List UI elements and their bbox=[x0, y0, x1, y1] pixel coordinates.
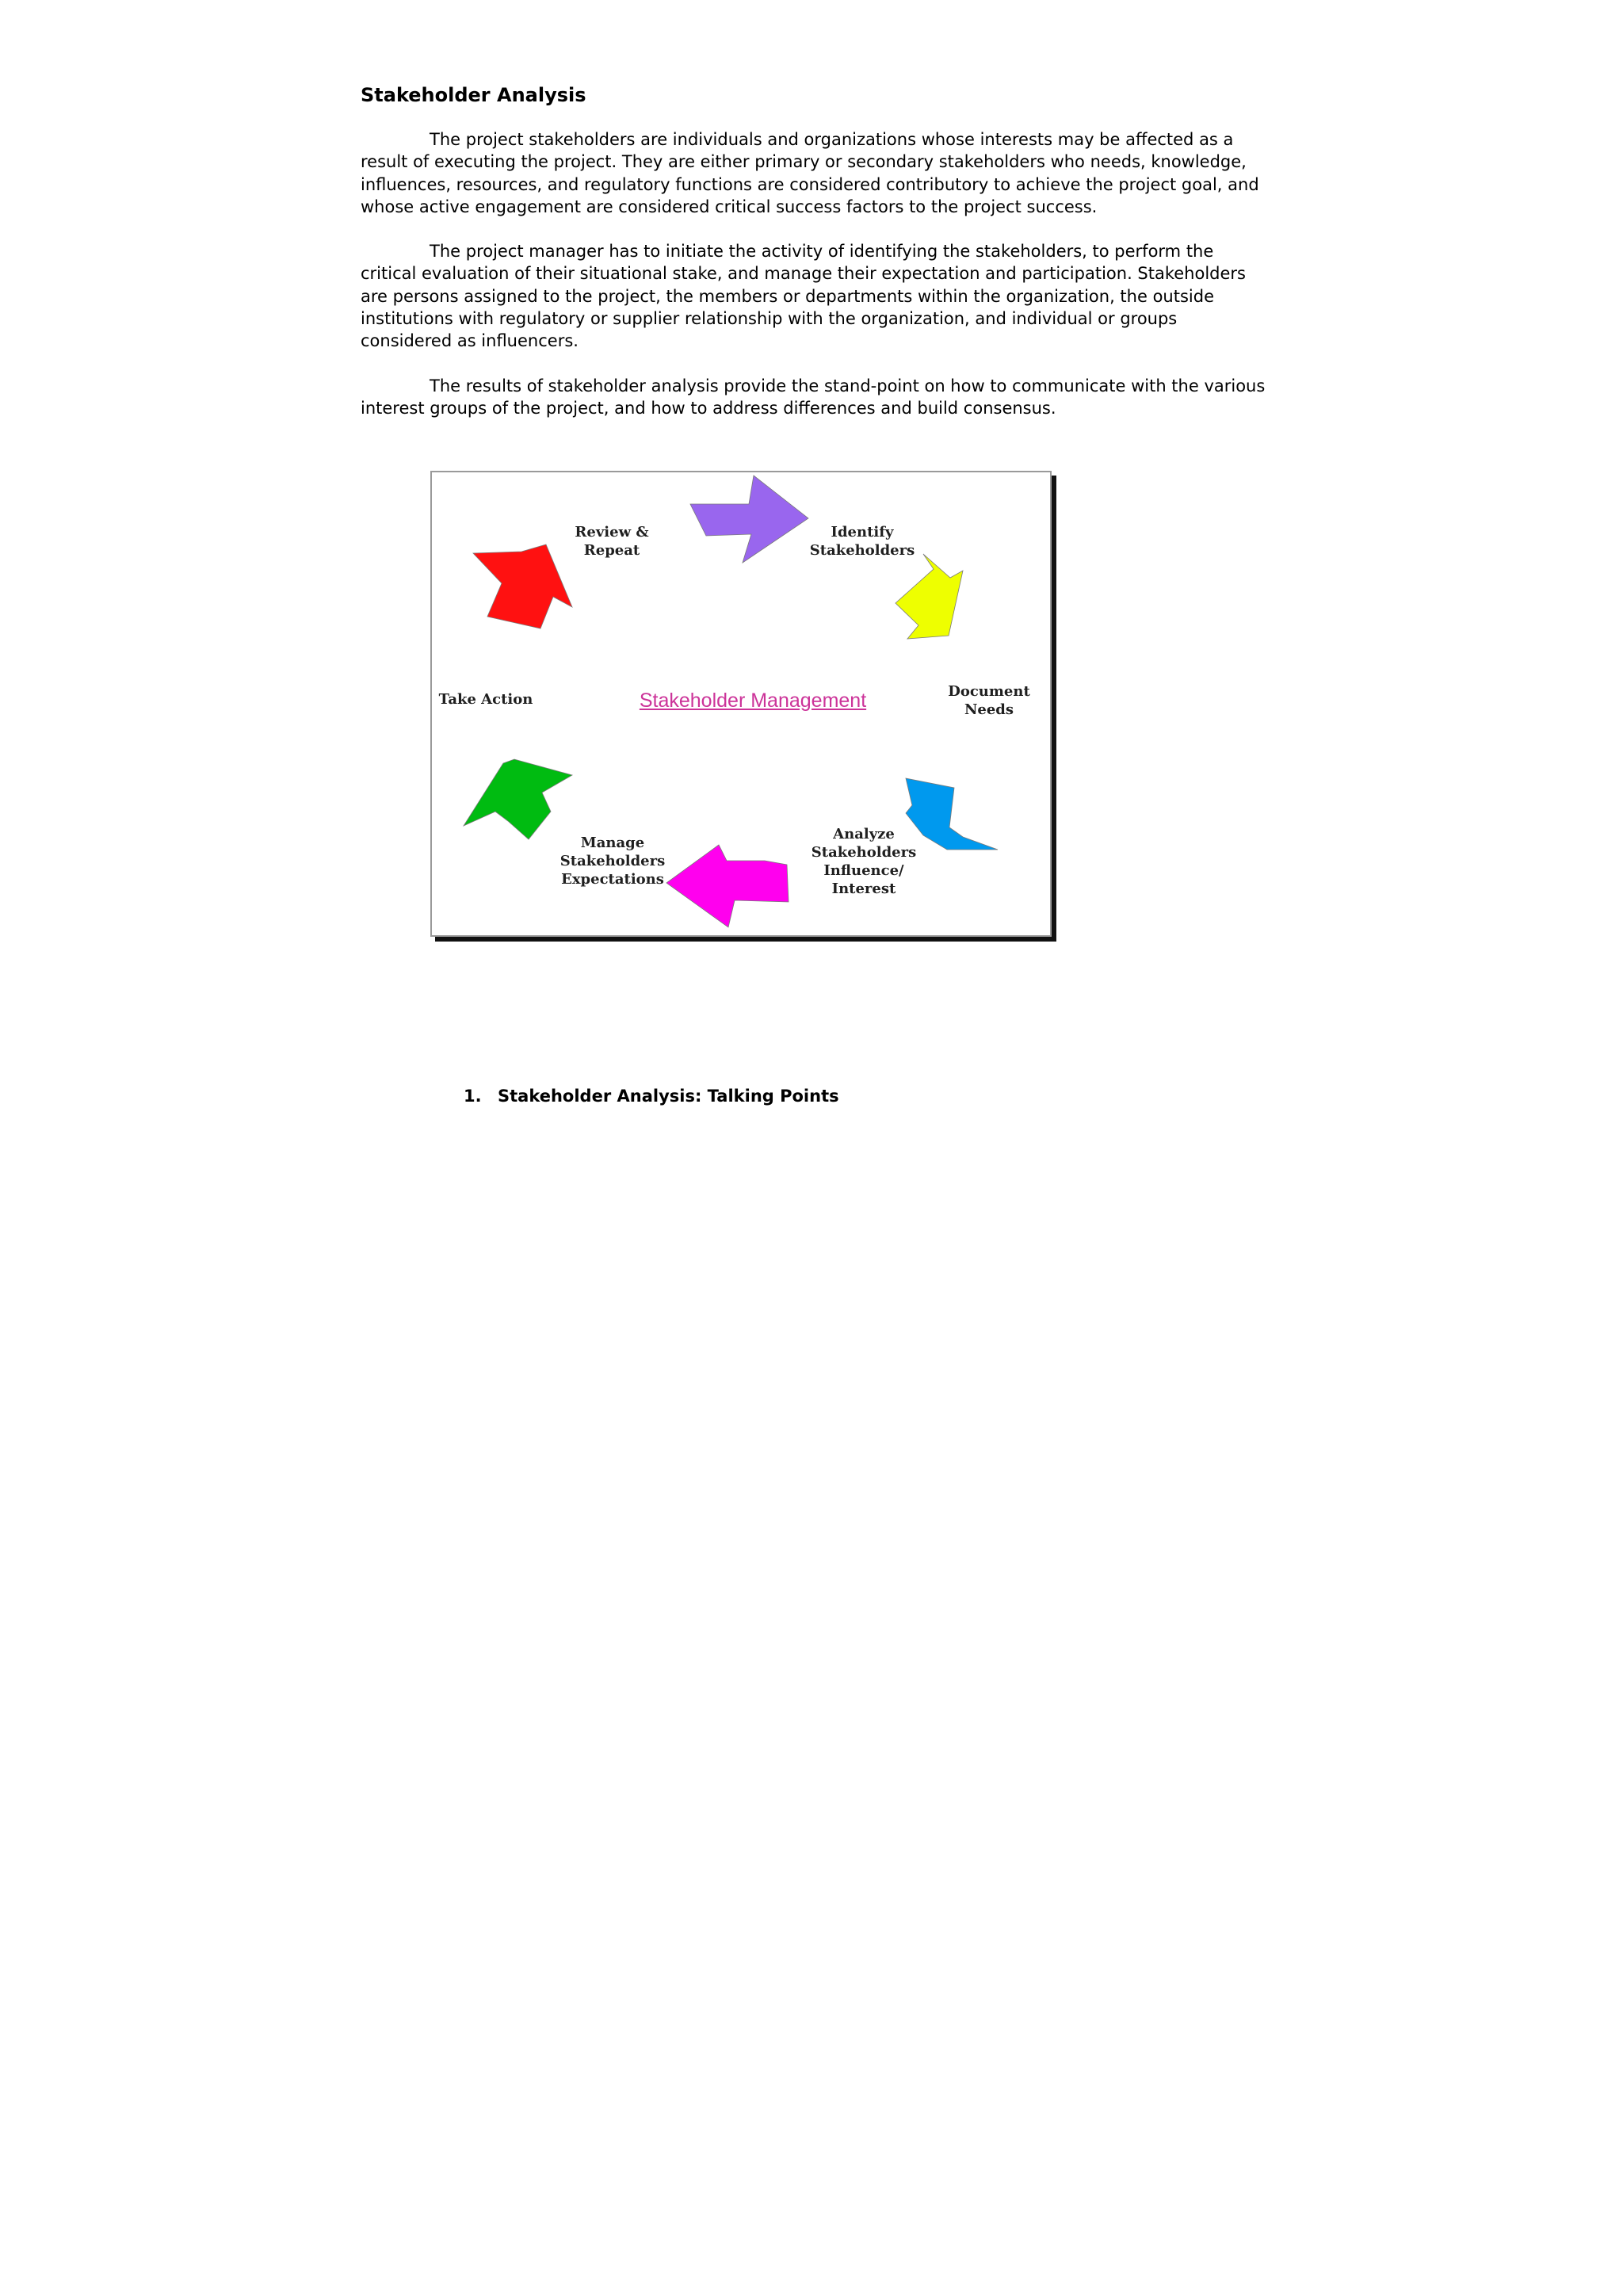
yellow-arrow bbox=[896, 554, 963, 639]
blue-arrow bbox=[906, 778, 998, 850]
step-review-repeat: Review & Repeat bbox=[575, 524, 649, 559]
red-arrow bbox=[473, 544, 572, 628]
page-title: Stakeholder Analysis bbox=[361, 84, 586, 106]
list-item bbox=[464, 1084, 839, 1108]
list-item-number: 1. bbox=[464, 1087, 482, 1106]
stakeholder-management-diagram bbox=[430, 471, 1052, 937]
document-page bbox=[361, 79, 1272, 1106]
diagram-center-title: Stakeholder Management bbox=[639, 690, 867, 712]
list-item-text: Stakeholder Analysis: Talking Points bbox=[498, 1087, 839, 1106]
paragraph-2: The project manager has to initiate the activity of identifying the stakeholders, to perform the critical evaluation of their situational stake, and manage their expectation and participation. Stakeholders are persons assigned to the project, the members or departments within the organization, the outside institutions with regulatory or supplier relationship with the organization, and individual or groups considered as influencers. bbox=[361, 242, 1246, 351]
step-identify-stakeholders: Identify Stakeholders bbox=[809, 524, 915, 559]
step-document-needs: Document Needs bbox=[948, 683, 1030, 718]
step-analyze-stakeholders: Analyze Stakeholders Influence/ Interest bbox=[811, 826, 917, 897]
paragraph-3: The results of stakeholder analysis provide the stand-point on how to communicate with the various interest groups of the project, and how to address differences and build consensus. bbox=[361, 376, 1266, 418]
green-arrow bbox=[464, 759, 572, 839]
purple-arrow bbox=[690, 476, 808, 563]
magenta-arrow bbox=[666, 845, 789, 927]
step-take-action: Take Action bbox=[438, 691, 533, 708]
paragraph-1: The project stakeholders are individuals and organizations whose interests may be affected as a result of executing the project. They are either primary or secondary stakeholders who needs, knowledge, influences, resources, and regulatory functions are considered contributory to achieve the project goal, and whose active engagement are considered critical success factors to the project success. bbox=[361, 130, 1259, 216]
step-manage-expectations: Manage Stakeholders Expectations bbox=[559, 835, 666, 888]
